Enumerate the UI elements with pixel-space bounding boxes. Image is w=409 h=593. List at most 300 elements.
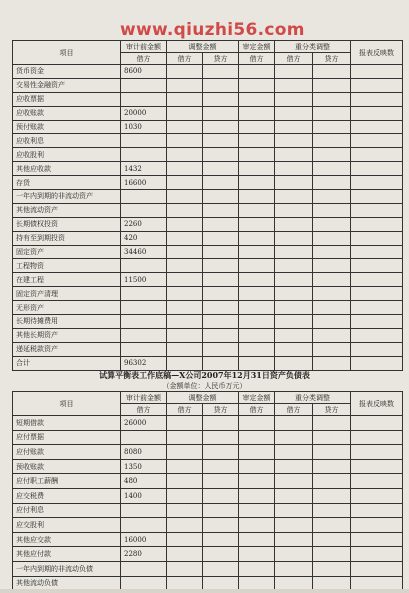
empty-cell xyxy=(203,430,239,445)
table-row xyxy=(13,273,403,287)
row-unadjusted-debit-value xyxy=(121,430,167,445)
empty-cell xyxy=(167,203,203,217)
empty-cell xyxy=(239,301,275,315)
empty-cell xyxy=(275,190,313,204)
empty-cell xyxy=(203,245,239,259)
row-item-label: 货币资金 xyxy=(13,65,121,79)
table-row xyxy=(13,342,403,356)
col-reclass-header: 重分类调整 xyxy=(275,392,351,404)
empty-cell xyxy=(167,518,203,533)
empty-cell xyxy=(351,328,403,342)
row-item-label: 应付利息 xyxy=(13,503,121,518)
table-row xyxy=(13,315,403,329)
empty-cell xyxy=(275,430,313,445)
table-row xyxy=(13,561,403,576)
empty-cell xyxy=(239,273,275,287)
empty-cell xyxy=(167,92,203,106)
row-item-label: 其他应付款 xyxy=(13,547,121,562)
empty-cell xyxy=(203,459,239,474)
row-item-label: 应交税费 xyxy=(13,488,121,503)
row-unadjusted-debit-value xyxy=(121,148,167,162)
empty-cell xyxy=(167,488,203,503)
empty-cell xyxy=(351,547,403,562)
row-item-label: 长期待摊费用 xyxy=(13,315,121,329)
empty-cell xyxy=(275,259,313,273)
empty-cell xyxy=(351,503,403,518)
empty-cell xyxy=(351,259,403,273)
table-row xyxy=(13,416,403,431)
row-unadjusted-debit-value xyxy=(121,328,167,342)
empty-cell xyxy=(275,518,313,533)
table-row xyxy=(13,488,403,503)
empty-cell xyxy=(275,120,313,134)
row-item-label: 应付票据 xyxy=(13,430,121,445)
empty-cell xyxy=(351,92,403,106)
row-unadjusted-debit-value: 16000 xyxy=(121,532,167,547)
empty-cell xyxy=(313,134,351,148)
row-item-label: 交易性金融资产 xyxy=(13,78,121,92)
row-item-label: 预收账款 xyxy=(13,459,121,474)
row-item-label: 递延税款资产 xyxy=(13,342,121,356)
empty-cell xyxy=(275,328,313,342)
row-item-label: 长期债权投资 xyxy=(13,217,121,231)
empty-cell xyxy=(203,488,239,503)
empty-cell xyxy=(203,301,239,315)
empty-cell xyxy=(351,430,403,445)
empty-cell xyxy=(313,459,351,474)
empty-cell xyxy=(313,503,351,518)
empty-cell xyxy=(167,176,203,190)
empty-cell xyxy=(313,190,351,204)
empty-cell xyxy=(313,532,351,547)
empty-cell xyxy=(167,134,203,148)
empty-cell xyxy=(275,134,313,148)
empty-cell xyxy=(239,65,275,79)
empty-cell xyxy=(239,176,275,190)
empty-cell xyxy=(203,162,239,176)
empty-cell xyxy=(313,342,351,356)
col-report-header: 报表反映数 xyxy=(351,41,403,65)
empty-cell xyxy=(351,561,403,576)
col-unadjusted-header: 审计前金额 xyxy=(121,41,167,53)
row-item-label: 一年内到期的非流动资产 xyxy=(13,190,121,204)
table-row xyxy=(13,162,403,176)
empty-cell xyxy=(351,459,403,474)
empty-cell xyxy=(313,259,351,273)
empty-cell xyxy=(167,120,203,134)
empty-cell xyxy=(203,561,239,576)
table-row xyxy=(13,356,403,370)
row-unadjusted-debit-value xyxy=(121,301,167,315)
empty-cell xyxy=(351,217,403,231)
empty-cell xyxy=(203,416,239,431)
empty-cell xyxy=(167,231,203,245)
col-debit-header: 借方 xyxy=(121,404,167,416)
empty-cell xyxy=(313,488,351,503)
empty-cell xyxy=(239,92,275,106)
empty-cell xyxy=(313,474,351,489)
empty-cell xyxy=(239,445,275,460)
empty-cell xyxy=(275,231,313,245)
table-row xyxy=(13,190,403,204)
liabilities-table-title: 试算平衡表工作底稿—X公司2007年12月31日资产负债表 xyxy=(99,370,310,380)
row-item-label: 其他应收款 xyxy=(13,162,121,176)
empty-cell xyxy=(275,301,313,315)
empty-cell xyxy=(313,92,351,106)
empty-cell xyxy=(203,134,239,148)
table-row xyxy=(13,203,403,217)
row-unadjusted-debit-value xyxy=(121,78,167,92)
empty-cell xyxy=(313,162,351,176)
empty-cell xyxy=(239,315,275,329)
empty-cell xyxy=(239,518,275,533)
empty-cell xyxy=(203,176,239,190)
empty-cell xyxy=(203,518,239,533)
empty-cell xyxy=(239,474,275,489)
empty-cell xyxy=(203,148,239,162)
empty-cell xyxy=(351,488,403,503)
empty-cell xyxy=(313,445,351,460)
empty-cell xyxy=(351,287,403,301)
col-audited-header: 审定金额 xyxy=(239,392,275,404)
empty-cell xyxy=(313,78,351,92)
table-row xyxy=(13,547,403,562)
empty-cell xyxy=(239,231,275,245)
empty-cell xyxy=(167,65,203,79)
empty-cell xyxy=(203,273,239,287)
empty-cell xyxy=(239,106,275,120)
row-unadjusted-debit-value xyxy=(121,315,167,329)
row-unadjusted-debit-value: 1350 xyxy=(121,459,167,474)
row-unadjusted-debit-value: 96302 xyxy=(121,356,167,370)
empty-cell xyxy=(203,474,239,489)
empty-cell xyxy=(351,106,403,120)
empty-cell xyxy=(313,148,351,162)
row-item-label: 其他流动负债 xyxy=(13,576,121,591)
row-unadjusted-debit-value: 1432 xyxy=(121,162,167,176)
empty-cell xyxy=(203,328,239,342)
row-unadjusted-debit-value xyxy=(121,92,167,106)
table-row xyxy=(13,301,403,315)
empty-cell xyxy=(239,356,275,370)
empty-cell xyxy=(203,217,239,231)
row-item-label: 其他长期资产 xyxy=(13,328,121,342)
table-row xyxy=(13,231,403,245)
empty-cell xyxy=(203,445,239,460)
row-item-label: 无形资产 xyxy=(13,301,121,315)
empty-cell xyxy=(203,190,239,204)
row-item-label: 固定资产清理 xyxy=(13,287,121,301)
empty-cell xyxy=(275,315,313,329)
empty-cell xyxy=(351,231,403,245)
row-unadjusted-debit-value: 20000 xyxy=(121,106,167,120)
row-item-label: 一年内到期的非流动负债 xyxy=(13,561,121,576)
empty-cell xyxy=(313,356,351,370)
empty-cell xyxy=(275,65,313,79)
empty-cell xyxy=(239,342,275,356)
empty-cell xyxy=(275,245,313,259)
row-unadjusted-debit-value: 2260 xyxy=(121,217,167,231)
empty-cell xyxy=(351,120,403,134)
table-row xyxy=(13,217,403,231)
row-unadjusted-debit-value: 2280 xyxy=(121,547,167,562)
empty-cell xyxy=(239,245,275,259)
empty-cell xyxy=(275,532,313,547)
empty-cell xyxy=(167,301,203,315)
empty-cell xyxy=(313,176,351,190)
col-report-header: 报表反映数 xyxy=(351,392,403,416)
table-row xyxy=(13,78,403,92)
col-debit-header: 借方 xyxy=(121,53,167,65)
empty-cell xyxy=(351,148,403,162)
empty-cell xyxy=(167,416,203,431)
empty-cell xyxy=(167,430,203,445)
empty-cell xyxy=(167,532,203,547)
col-credit-header: 贷方 xyxy=(313,404,351,416)
trial-balance-assets-table xyxy=(12,40,403,371)
table-row xyxy=(13,176,403,190)
empty-cell xyxy=(313,287,351,301)
empty-cell xyxy=(313,273,351,287)
empty-cell xyxy=(275,148,313,162)
table-row xyxy=(13,134,403,148)
row-item-label: 存货 xyxy=(13,176,121,190)
empty-cell xyxy=(313,301,351,315)
row-unadjusted-debit-value: 11500 xyxy=(121,273,167,287)
empty-cell xyxy=(167,459,203,474)
empty-cell xyxy=(239,287,275,301)
row-item-label: 预付账款 xyxy=(13,120,121,134)
empty-cell xyxy=(351,315,403,329)
page-header-strip xyxy=(0,0,409,14)
empty-cell xyxy=(351,518,403,533)
empty-cell xyxy=(275,561,313,576)
row-item-label: 应收账款 xyxy=(13,106,121,120)
empty-cell xyxy=(203,106,239,120)
empty-cell xyxy=(351,78,403,92)
col-item-header: 项目 xyxy=(13,41,121,65)
empty-cell xyxy=(313,65,351,79)
empty-cell xyxy=(275,356,313,370)
empty-cell xyxy=(167,474,203,489)
empty-cell xyxy=(167,259,203,273)
empty-cell xyxy=(203,78,239,92)
empty-cell xyxy=(239,532,275,547)
empty-cell xyxy=(313,430,351,445)
empty-cell xyxy=(275,342,313,356)
table-row xyxy=(13,474,403,489)
empty-cell xyxy=(313,328,351,342)
empty-cell xyxy=(275,203,313,217)
empty-cell xyxy=(167,245,203,259)
empty-cell xyxy=(239,488,275,503)
empty-cell xyxy=(239,148,275,162)
row-item-label: 持有至到期投资 xyxy=(13,231,121,245)
col-debit-header: 借方 xyxy=(239,53,275,65)
empty-cell xyxy=(275,162,313,176)
empty-cell xyxy=(275,459,313,474)
table-row xyxy=(13,245,403,259)
row-unadjusted-debit-value xyxy=(121,134,167,148)
empty-cell xyxy=(239,120,275,134)
row-unadjusted-debit-value: 480 xyxy=(121,474,167,489)
empty-cell xyxy=(351,356,403,370)
empty-cell xyxy=(167,190,203,204)
row-item-label: 应收股利 xyxy=(13,148,121,162)
empty-cell xyxy=(167,273,203,287)
row-item-label: 固定资产 xyxy=(13,245,121,259)
empty-cell xyxy=(239,547,275,562)
col-audited-header: 审定金额 xyxy=(239,41,275,53)
empty-cell xyxy=(275,445,313,460)
row-unadjusted-debit-value xyxy=(121,287,167,301)
empty-cell xyxy=(203,65,239,79)
empty-cell xyxy=(203,287,239,301)
row-item-label: 其他流动资产 xyxy=(13,203,121,217)
row-item-label: 应收利息 xyxy=(13,134,121,148)
empty-cell xyxy=(239,459,275,474)
empty-cell xyxy=(351,445,403,460)
empty-cell xyxy=(351,190,403,204)
empty-cell xyxy=(313,106,351,120)
empty-cell xyxy=(239,259,275,273)
empty-cell xyxy=(351,134,403,148)
empty-cell xyxy=(275,488,313,503)
col-debit-header: 借方 xyxy=(275,53,313,65)
empty-cell xyxy=(275,217,313,231)
row-unadjusted-debit-value xyxy=(121,518,167,533)
empty-cell xyxy=(313,518,351,533)
empty-cell xyxy=(167,328,203,342)
empty-cell xyxy=(275,92,313,106)
empty-cell xyxy=(275,287,313,301)
empty-cell xyxy=(167,287,203,301)
empty-cell xyxy=(203,92,239,106)
empty-cell xyxy=(167,78,203,92)
empty-cell xyxy=(203,503,239,518)
row-unadjusted-debit-value: 16600 xyxy=(121,176,167,190)
col-debit-header: 借方 xyxy=(167,404,203,416)
empty-cell xyxy=(351,416,403,431)
empty-cell xyxy=(203,231,239,245)
empty-cell xyxy=(239,78,275,92)
col-credit-header: 贷方 xyxy=(313,53,351,65)
table-row xyxy=(13,106,403,120)
empty-cell xyxy=(351,176,403,190)
row-unadjusted-debit-value xyxy=(121,561,167,576)
table-row xyxy=(13,120,403,134)
table-row xyxy=(13,430,403,445)
empty-cell xyxy=(167,561,203,576)
empty-cell xyxy=(203,203,239,217)
row-unadjusted-debit-value: 420 xyxy=(121,231,167,245)
empty-cell xyxy=(167,148,203,162)
empty-cell xyxy=(203,532,239,547)
empty-cell xyxy=(203,315,239,329)
empty-cell xyxy=(239,503,275,518)
empty-cell xyxy=(167,445,203,460)
empty-cell xyxy=(351,474,403,489)
empty-cell xyxy=(275,176,313,190)
col-credit-header: 贷方 xyxy=(203,53,239,65)
row-unadjusted-debit-value xyxy=(121,203,167,217)
empty-cell xyxy=(313,231,351,245)
watermark: www.qiuzhi56.com xyxy=(120,20,305,40)
empty-cell xyxy=(239,328,275,342)
row-item-label: 在建工程 xyxy=(13,273,121,287)
col-debit-header: 借方 xyxy=(167,53,203,65)
table-row xyxy=(13,148,403,162)
table-row xyxy=(13,532,403,547)
empty-cell xyxy=(313,245,351,259)
table-row xyxy=(13,445,403,460)
empty-cell xyxy=(313,547,351,562)
col-credit-header: 贷方 xyxy=(203,404,239,416)
row-item-label: 短期借款 xyxy=(13,416,121,431)
col-unadjusted-header: 审计前金额 xyxy=(121,392,167,404)
empty-cell xyxy=(239,134,275,148)
empty-cell xyxy=(313,203,351,217)
empty-cell xyxy=(351,162,403,176)
empty-cell xyxy=(203,120,239,134)
empty-cell xyxy=(167,106,203,120)
col-adjust-header: 调整金额 xyxy=(167,392,239,404)
empty-cell xyxy=(275,78,313,92)
empty-cell xyxy=(313,217,351,231)
row-unadjusted-debit-value: 34460 xyxy=(121,245,167,259)
table-row xyxy=(13,328,403,342)
empty-cell xyxy=(167,315,203,329)
row-unadjusted-debit-value xyxy=(121,259,167,273)
empty-cell xyxy=(239,217,275,231)
empty-cell xyxy=(351,65,403,79)
empty-cell xyxy=(203,547,239,562)
table-row xyxy=(13,259,403,273)
empty-cell xyxy=(239,561,275,576)
col-reclass-header: 重分类调整 xyxy=(275,41,351,53)
trial-balance-liabilities-table xyxy=(12,391,403,591)
liabilities-table-unit: （金额单位：人民币万元） xyxy=(162,382,247,390)
row-item-label: 其他应交款 xyxy=(13,532,121,547)
empty-cell xyxy=(167,547,203,562)
empty-cell xyxy=(351,301,403,315)
col-debit-header: 借方 xyxy=(239,404,275,416)
table-row xyxy=(13,92,403,106)
empty-cell xyxy=(239,162,275,176)
table-row xyxy=(13,459,403,474)
col-debit-header: 借方 xyxy=(275,404,313,416)
empty-cell xyxy=(275,547,313,562)
row-unadjusted-debit-value: 8080 xyxy=(121,445,167,460)
empty-cell xyxy=(313,561,351,576)
row-item-label: 应交股利 xyxy=(13,518,121,533)
empty-cell xyxy=(351,245,403,259)
table-row xyxy=(13,65,403,79)
row-item-label: 合计 xyxy=(13,356,121,370)
empty-cell xyxy=(351,532,403,547)
empty-cell xyxy=(351,273,403,287)
empty-cell xyxy=(239,416,275,431)
empty-cell xyxy=(313,120,351,134)
row-unadjusted-debit-value: 8600 xyxy=(121,65,167,79)
row-item-label: 应收票据 xyxy=(13,92,121,106)
empty-cell xyxy=(275,503,313,518)
empty-cell xyxy=(351,203,403,217)
row-unadjusted-debit-value: 1400 xyxy=(121,488,167,503)
empty-cell xyxy=(203,356,239,370)
empty-cell xyxy=(239,430,275,445)
row-unadjusted-debit-value: 1030 xyxy=(121,120,167,134)
